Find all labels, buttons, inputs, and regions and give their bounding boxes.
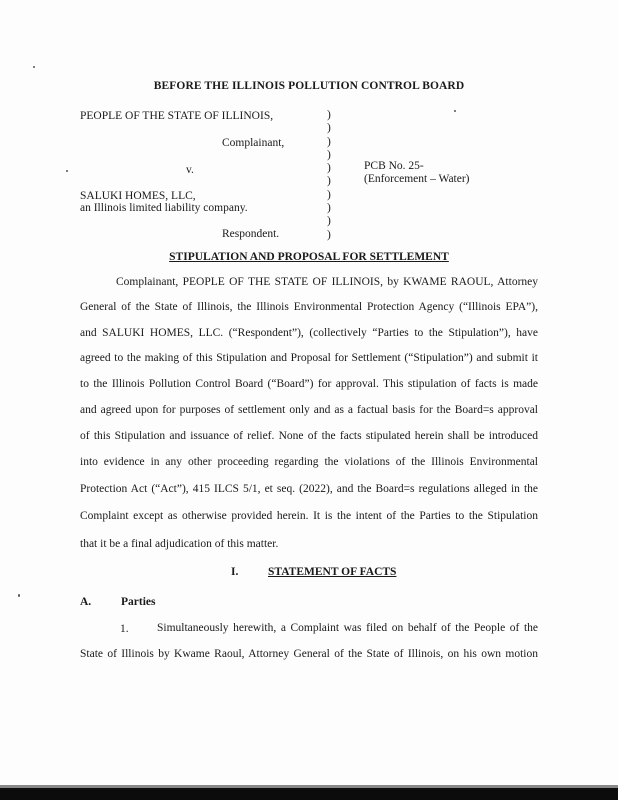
section-title: STIPULATION AND PROPOSAL FOR SETTLEMENT [169, 251, 449, 263]
intro-line: and SALUKI HOMES, LLC. (“Respondent”), (collectively “Parties to the Stipulation”), have [80, 327, 538, 339]
intro-line: of this Stipulation and issuance of relief. None of the facts stipulated herein shall be introduced [80, 430, 538, 442]
para1-line: State of Illinois by Kwame Raoul, Attorney General of the State of Illinois, on his own motion [80, 648, 538, 660]
intro-line: General of the State of Illinois, the Illinois Environmental Protection Agency (“Illinois EPA”), [80, 301, 538, 313]
scan-speck [66, 170, 68, 172]
intro-line: into evidence in any other proceeding regarding the violations of the Illinois Environmental [80, 456, 538, 468]
scan-edge [0, 788, 618, 800]
caption-parentheses: ) ) ) ) ) ) ) ) ) ) [327, 109, 331, 241]
caption-defendant-role: Respondent. [222, 228, 280, 240]
scan-speck [33, 66, 35, 68]
intro-line: that it be a final adjudication of this matter. [80, 538, 279, 550]
case-number: PCB No. 25- [364, 160, 424, 172]
intro-line: agreed to the making of this Stipulation and Proposal for Settlement (“Stipulation”) and submit it [80, 352, 538, 364]
caption-plaintiff: PEOPLE OF THE STATE OF ILLINOIS, [80, 110, 274, 122]
subsection-letter: A. [80, 596, 92, 608]
intro-line: to the Illinois Pollution Control Board (“Board”) for approval. This stipulation of facts is made [80, 378, 538, 390]
para1-line: Simultaneously herewith, a Complaint was filed on behalf of the People of the [157, 622, 538, 634]
caption-defendant-name: SALUKI HOMES, LLC, [80, 190, 196, 202]
intro-line: Complaint except as otherwise provided herein. It is the intent of the Parties to the Stipulation [80, 510, 538, 522]
intro-line: Protection Act (“Act”), 415 ILCS 5/1, et seq. (2022), and the Board=s regulations alleged in the [80, 483, 538, 495]
subsection-title: Parties [121, 596, 156, 608]
part-number: I. [231, 566, 239, 578]
caption-versus: v. [186, 164, 194, 176]
intro-line: Complainant, PEOPLE OF THE STATE OF ILLINOIS, by KWAME RAOUL, Attorney [116, 276, 538, 288]
caption-plaintiff-role: Complainant, [222, 137, 285, 149]
caption-defendant-desc: an Illinois limited liability company. [80, 202, 248, 214]
case-type: (Enforcement – Water) [364, 173, 470, 185]
board-title: BEFORE THE ILLINOIS POLLUTION CONTROL BOARD [153, 80, 465, 92]
para-number: 1. [120, 623, 129, 635]
scan-speck [454, 110, 456, 112]
part-title: STATEMENT OF FACTS [268, 566, 397, 578]
scan-speck [18, 594, 20, 597]
intro-line: and agreed upon for purposes of settlement only and as a factual basis for the Board=s approval [80, 404, 538, 416]
